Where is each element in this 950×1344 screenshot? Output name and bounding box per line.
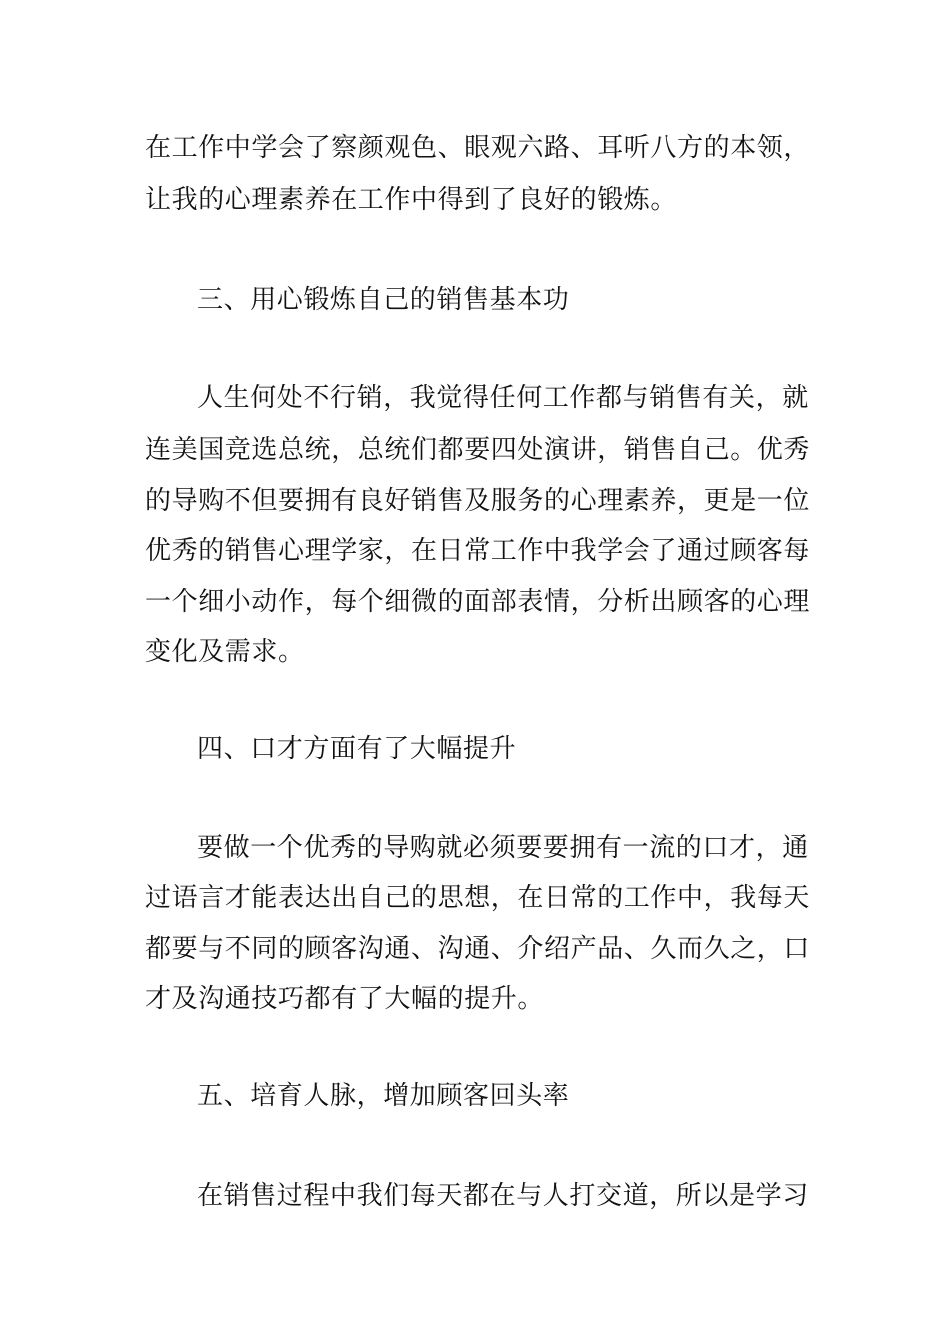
paragraph-line: 都要与不同的顾客沟通、沟通、介绍产品、久而久之，口 bbox=[145, 934, 810, 964]
paragraph-line: 变化及需求。 bbox=[145, 637, 305, 667]
paragraph-line: 一个细小动作，每个细微的面部表情，分析出顾客的心理 bbox=[145, 587, 810, 617]
paragraph-line: 在销售过程中我们每天都在与人打交道，所以是学习 bbox=[197, 1181, 809, 1211]
paragraph-line: 优秀的销售心理学家，在日常工作中我学会了通过顾客每 bbox=[145, 536, 810, 566]
paragraph-line: 在工作中学会了察颜观色、眼观六路、耳听八方的本领， bbox=[145, 133, 810, 163]
section-heading: 三、用心锻炼自己的销售基本功 bbox=[197, 285, 570, 315]
paragraph-line: 才及沟通技巧都有了大幅的提升。 bbox=[145, 984, 545, 1014]
section-heading: 四、口才方面有了大幅提升 bbox=[197, 734, 517, 764]
paragraph-line: 过语言才能表达出自己的思想，在日常的工作中，我每天 bbox=[145, 883, 810, 913]
paragraph-line: 人生何处不行销，我觉得任何工作都与销售有关，就 bbox=[197, 383, 809, 413]
paragraph-line: 要做一个优秀的导购就必须要要拥有一流的口才，通 bbox=[197, 833, 809, 863]
paragraph-line: 让我的心理素养在工作中得到了良好的锻炼。 bbox=[145, 185, 678, 215]
paragraph-line: 的导购不但要拥有良好销售及服务的心理素养，更是一位 bbox=[145, 486, 810, 516]
paragraph-line: 连美国竞选总统，总统们都要四处演讲，销售自己。优秀 bbox=[145, 435, 810, 465]
section-heading: 五、培育人脉，增加顾客回头率 bbox=[197, 1081, 570, 1111]
